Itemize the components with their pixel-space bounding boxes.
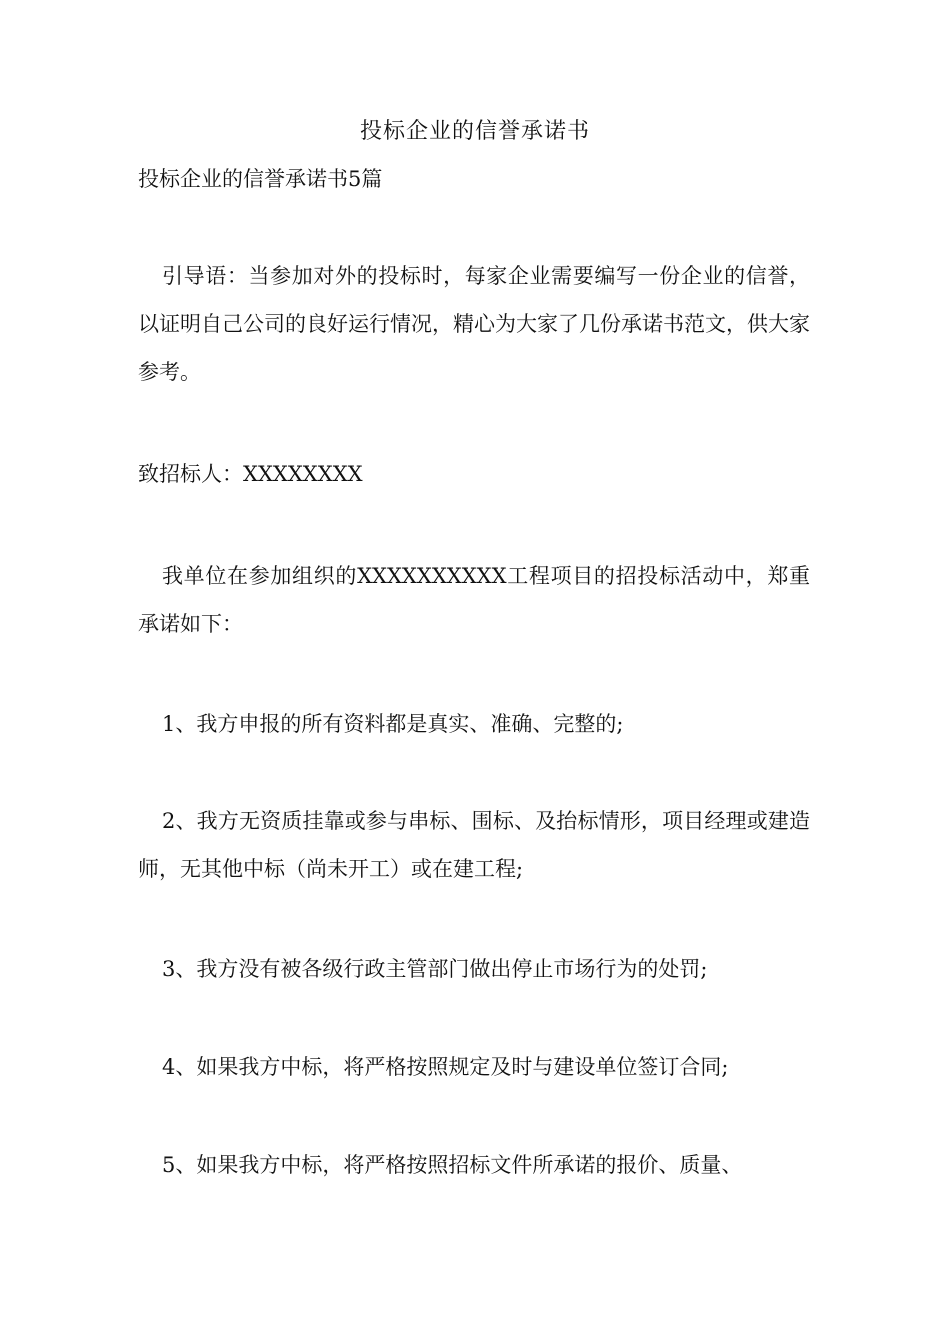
list-item: 4、如果我方中标，将严格按照规定及时与建设单位签订合同; <box>162 1055 729 1079</box>
addressee-line: 致招标人：XXXXXXXX <box>138 462 363 486</box>
opening-paragraph: 我单位在参加组织的XXXXXXXXXX工程项目的招投标活动中，郑重承诺如下： <box>138 564 810 636</box>
list-item: 3、我方没有被各级行政主管部门做出停止市场行为的处罚; <box>162 957 708 981</box>
list-item: 2、我方无资质挂靠或参与串标、围标、及抬标情形，项目经理或建造师，无其他中标（尚未开工）或在建工程; <box>138 809 810 881</box>
document-subtitle: 投标企业的信誉承诺书5篇 <box>138 167 383 191</box>
list-item: 5、如果我方中标，将严格按照招标文件所承诺的报价、质量、 <box>162 1153 743 1177</box>
list-item: 1、我方申报的所有资料都是真实、准确、完整的; <box>162 712 624 736</box>
intro-paragraph: 引导语：当参加对外的投标时，每家企业需要编写一份企业的信誉，以证明自己公司的良好运行情况，精心为大家了几份承诺书范文，供大家参考。 <box>138 264 810 384</box>
document-title: 投标企业的信誉承诺书 <box>359 119 590 144</box>
